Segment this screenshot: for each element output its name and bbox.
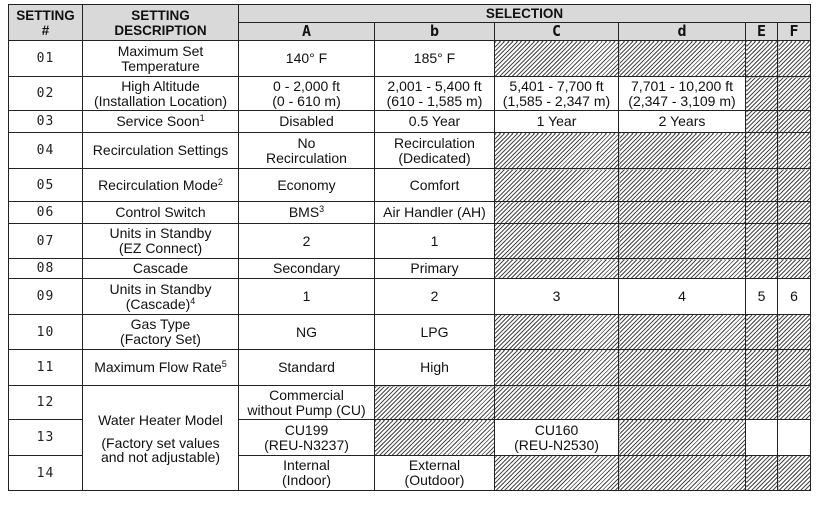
setting-code: 13 [9, 420, 83, 456]
header-setting-description: SETTING DESCRIPTION [83, 5, 239, 41]
blank-cell [778, 420, 811, 456]
header-col-f: F [778, 23, 811, 41]
setting-description: Maximum Set Temperature [83, 41, 239, 77]
option-a: 2 [239, 224, 375, 259]
na-cell [619, 169, 746, 202]
settings-table-wrapper [8, 4, 811, 491]
header-col-e: E [746, 23, 778, 41]
option-a: BMS$^3$ [239, 202, 375, 224]
na-cell [746, 350, 778, 386]
table-row [9, 350, 811, 386]
header-selection: SELECTION [239, 5, 811, 23]
setting-description: Service Soon$^1$ [83, 111, 239, 133]
na-cell [746, 224, 778, 259]
option-d: 2 Years [619, 111, 746, 133]
option-d: 7,701 - 10,200 ft (2,347 - 3,109 m) [619, 77, 746, 111]
table-row [9, 224, 811, 259]
setting-description: Recirculation Mode$^2$ [83, 169, 239, 202]
setting-description: Gas Type (Factory Set) [83, 315, 239, 350]
option-b: Recirculation (Dedicated) [375, 133, 495, 169]
header-col-d: d [619, 23, 746, 41]
option-b: 2 [375, 279, 495, 315]
option-b: 2,001 - 5,400 ft (610 - 1,585 m) [375, 77, 495, 111]
na-cell [619, 133, 746, 169]
setting-code: 08 [9, 259, 83, 279]
option-a: Disabled [239, 111, 375, 133]
na-cell [619, 350, 746, 386]
setting-code: 03 [9, 111, 83, 133]
na-cell [778, 77, 811, 111]
option-b: High [375, 350, 495, 386]
table-row [9, 111, 811, 133]
option-a: No Recirculation [239, 133, 375, 169]
table-row [9, 386, 811, 420]
table-row [9, 133, 811, 169]
table-row [9, 41, 811, 77]
option-a: Standard [239, 350, 375, 386]
table-row [9, 77, 811, 111]
na-cell [619, 386, 746, 420]
header-col-b: b [375, 23, 495, 41]
option-b: Primary [375, 259, 495, 279]
water-heater-model-description: Water Heater Model (Factory set values and not adjustable) [83, 386, 239, 491]
na-cell [495, 315, 619, 350]
header-setting-number: SETTING # [9, 5, 83, 41]
option-e: 5 [746, 279, 778, 315]
na-cell [375, 386, 495, 420]
option-b: LPG [375, 315, 495, 350]
na-cell [746, 169, 778, 202]
na-cell [778, 456, 811, 491]
blank-cell [746, 420, 778, 456]
option-b: Air Handler (AH) [375, 202, 495, 224]
na-cell [746, 133, 778, 169]
option-d: 4 [619, 279, 746, 315]
option-a: 1 [239, 279, 375, 315]
table-row [9, 169, 811, 202]
na-cell [619, 259, 746, 279]
header-col-a: A [239, 23, 375, 41]
option-b: Comfort [375, 169, 495, 202]
setting-description: Control Switch [83, 202, 239, 224]
option-a: CU199 (REU-N3237) [239, 420, 375, 456]
na-cell [746, 41, 778, 77]
na-cell [746, 202, 778, 224]
na-cell [746, 259, 778, 279]
na-cell [495, 169, 619, 202]
na-cell [619, 420, 746, 456]
setting-code: 12 [9, 386, 83, 420]
na-cell [778, 41, 811, 77]
setting-description: High Altitude (Installation Location) [83, 77, 239, 111]
option-a: 140° F [239, 41, 375, 77]
setting-code: 05 [9, 169, 83, 202]
na-cell [778, 224, 811, 259]
setting-code: 06 [9, 202, 83, 224]
setting-code: 07 [9, 224, 83, 259]
na-cell [495, 133, 619, 169]
option-c: 5,401 - 7,700 ft (1,585 - 2,347 m) [495, 77, 619, 111]
na-cell [495, 350, 619, 386]
setting-code: 14 [9, 456, 83, 491]
na-cell [495, 456, 619, 491]
na-cell [495, 202, 619, 224]
na-cell [375, 420, 495, 456]
table-row [9, 279, 811, 315]
option-a: Economy [239, 169, 375, 202]
table-row [9, 259, 811, 279]
na-cell [778, 259, 811, 279]
na-cell [619, 224, 746, 259]
setting-description: Recirculation Settings [83, 133, 239, 169]
setting-code: 04 [9, 133, 83, 169]
option-b: 1 [375, 224, 495, 259]
table-row [9, 315, 811, 350]
setting-code: 09 [9, 279, 83, 315]
na-cell [778, 202, 811, 224]
na-cell [778, 111, 811, 133]
na-cell [778, 133, 811, 169]
option-a: Internal (Indoor) [239, 456, 375, 491]
option-c: CU160 (REU-N2530) [495, 420, 619, 456]
settings-table [8, 4, 811, 491]
table-row [9, 202, 811, 224]
na-cell [746, 77, 778, 111]
setting-description: Cascade [83, 259, 239, 279]
setting-code: 11 [9, 350, 83, 386]
option-b: External (Outdoor) [375, 456, 495, 491]
setting-description: Units in Standby (Cascade)$^4$ [83, 279, 239, 315]
setting-code: 01 [9, 41, 83, 77]
na-cell [778, 350, 811, 386]
setting-code: 02 [9, 77, 83, 111]
na-cell [746, 386, 778, 420]
setting-description: Units in Standby (EZ Connect) [83, 224, 239, 259]
na-cell [778, 315, 811, 350]
na-cell [746, 315, 778, 350]
na-cell [619, 202, 746, 224]
option-f: 6 [778, 279, 811, 315]
na-cell [495, 224, 619, 259]
na-cell [619, 456, 746, 491]
na-cell [619, 41, 746, 77]
option-c: 1 Year [495, 111, 619, 133]
option-b: 185° F [375, 41, 495, 77]
option-a: NG [239, 315, 375, 350]
na-cell [746, 456, 778, 491]
option-a: Secondary [239, 259, 375, 279]
na-cell [495, 386, 619, 420]
setting-code: 10 [9, 315, 83, 350]
na-cell [746, 111, 778, 133]
na-cell [778, 386, 811, 420]
header-col-c: C [495, 23, 619, 41]
option-a: 0 - 2,000 ft (0 - 610 m) [239, 77, 375, 111]
option-c: 3 [495, 279, 619, 315]
option-a: Commercial without Pump (CU) [239, 386, 375, 420]
option-b: 0.5 Year [375, 111, 495, 133]
na-cell [495, 259, 619, 279]
na-cell [778, 169, 811, 202]
na-cell [619, 315, 746, 350]
setting-description: Maximum Flow Rate$^5$ [83, 350, 239, 386]
na-cell [495, 41, 619, 77]
